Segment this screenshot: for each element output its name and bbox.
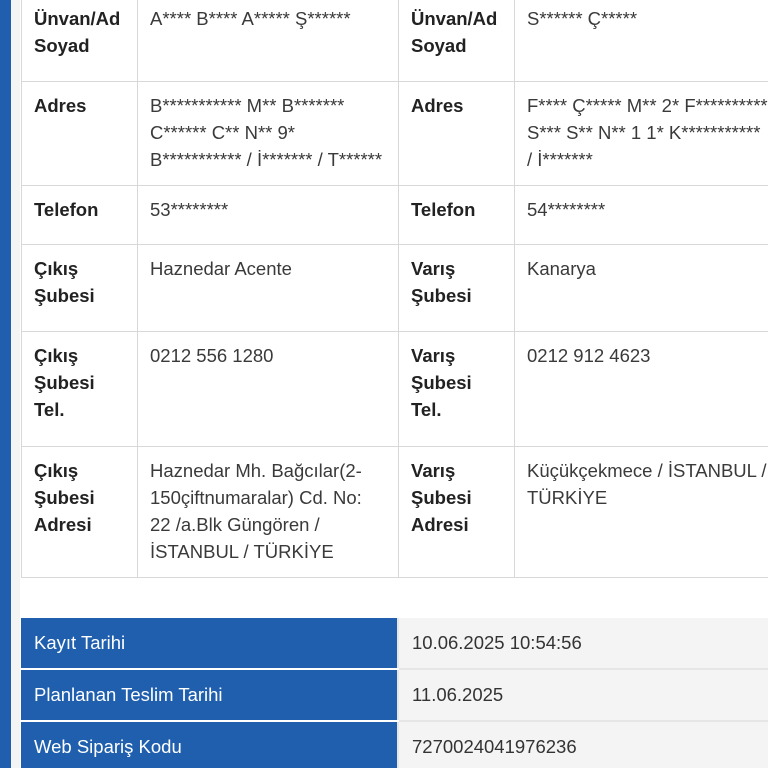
sender-branch-label: Çıkış Şubesi bbox=[22, 245, 138, 332]
sender-branch-tel-label: Çıkış Şubesi Tel. bbox=[22, 332, 138, 447]
registration-date-value: 10.06.2025 10:54:56 bbox=[398, 618, 768, 669]
shipment-info-table bbox=[21, 618, 768, 768]
table-row-branch-tel bbox=[22, 332, 768, 447]
sender-name-label: Ünvan/Ad Soyad bbox=[22, 0, 138, 82]
table-row-name bbox=[22, 0, 768, 82]
left-gutter bbox=[11, 0, 20, 768]
receiver-branch-address-value: Küçükçekmece / İSTANBUL / TÜRKİYE bbox=[515, 447, 768, 578]
party-details-table bbox=[21, 0, 768, 578]
receiver-address-value: F**** Ç***** M** 2* F********** S*** S** N** 1 1* K*********** / İ******* bbox=[515, 82, 768, 186]
planned-delivery-label: Planlanan Teslim Tarihi bbox=[21, 669, 398, 721]
table-row-branch bbox=[22, 245, 768, 332]
sender-name-value: A**** B**** A***** Ş****** bbox=[138, 0, 399, 82]
registration-date-label: Kayıt Tarihi bbox=[21, 618, 398, 669]
receiver-branch-tel-label: Varış Şubesi Tel. bbox=[399, 332, 515, 447]
sender-branch-tel-value[interactable]: 0212 556 1280 bbox=[138, 332, 399, 447]
receiver-branch-value: Kanarya bbox=[515, 245, 768, 332]
left-blue-border bbox=[0, 0, 11, 768]
receiver-phone-value: 54******** bbox=[515, 186, 768, 245]
receiver-branch-tel-value[interactable]: 0212 912 4623 bbox=[515, 332, 768, 447]
table-row-delivery bbox=[21, 669, 768, 721]
sender-branch-value: Haznedar Acente bbox=[138, 245, 399, 332]
receiver-name-label: Ünvan/Ad Soyad bbox=[399, 0, 515, 82]
table-row-address bbox=[22, 82, 768, 186]
receiver-phone-label: Telefon bbox=[399, 186, 515, 245]
table-row-registration bbox=[21, 618, 768, 669]
table-row-branch-address bbox=[22, 447, 768, 578]
sender-phone-value: 53******** bbox=[138, 186, 399, 245]
sender-address-value: B*********** M** B******* C****** C** N** 9* B*********** / İ******* / T****** bbox=[138, 82, 399, 186]
receiver-name-value: S****** Ç***** bbox=[515, 0, 768, 82]
receiver-branch-label: Varış Şubesi bbox=[399, 245, 515, 332]
web-order-code-label: Web Sipariş Kodu bbox=[21, 721, 398, 768]
planned-delivery-value: 11.06.2025 bbox=[398, 669, 768, 721]
receiver-address-label: Adres bbox=[399, 82, 515, 186]
table-row-phone bbox=[22, 186, 768, 245]
sender-branch-address-value: Haznedar Mh. Bağcılar(2-150çiftnumaralar) Cd. No: 22 /a.Blk Güngören / İSTANBUL / TÜRKİYE bbox=[138, 447, 399, 578]
sender-address-label: Adres bbox=[22, 82, 138, 186]
sender-branch-address-label: Çıkış Şubesi Adresi bbox=[22, 447, 138, 578]
web-order-code-value: 7270024041976236 bbox=[398, 721, 768, 768]
sender-phone-label: Telefon bbox=[22, 186, 138, 245]
receiver-branch-address-label: Varış Şubesi Adresi bbox=[399, 447, 515, 578]
table-row-order-code bbox=[21, 721, 768, 768]
